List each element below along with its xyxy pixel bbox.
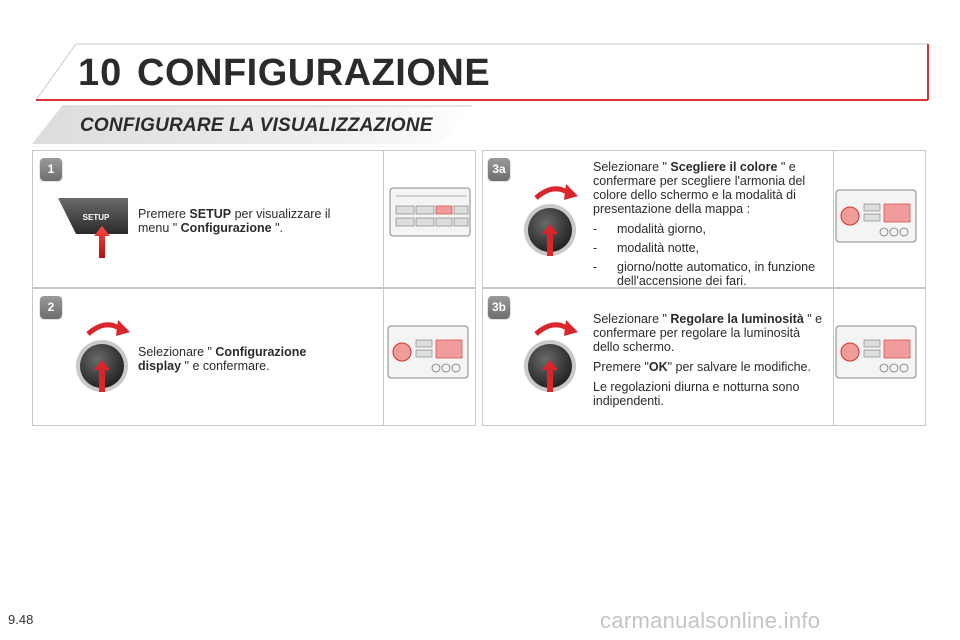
watermark: carmanualsonline.info xyxy=(600,608,821,633)
scegliere-colore-keyword: Scegliere il colore xyxy=(670,160,778,174)
regolare-luminosita-keyword: Regolare la luminosità xyxy=(670,312,804,326)
chapter-number: 10 xyxy=(78,52,123,94)
step-1-text: Premere SETUP per visualizzare il menu " Configurazione ". xyxy=(138,207,331,235)
mode-list xyxy=(593,222,825,288)
setup-keyword: SETUP xyxy=(189,207,232,221)
step-badge-3a: 3a xyxy=(488,158,510,180)
radio-panel-illustration-1 xyxy=(386,184,476,254)
setup-button-label: SETUP xyxy=(82,213,110,222)
rotary-knob-illustration-3b xyxy=(518,312,598,412)
step-badge-2: 2 xyxy=(40,296,62,318)
step-2-text: Selezionare " Configurazione display " e confermare. xyxy=(138,345,307,373)
configurazione-keyword: Configurazione xyxy=(180,221,272,235)
step-badge-3b: 3b xyxy=(488,296,510,318)
step-badge-1: 1 xyxy=(40,158,62,180)
ok-keyword: OK xyxy=(648,360,668,374)
radio-panel-illustration-2 xyxy=(384,322,474,392)
chapter-title: CONFIGURAZIONE xyxy=(137,52,491,94)
rotary-knob-illustration-3a xyxy=(518,176,598,276)
radio-panel-illustration-3a xyxy=(832,186,922,256)
step-3a-text: Selezionare " Scegliere il colore " e confermare per scegliere l'armonia del colore dello schermo e la modalità di presentazione della mappa : - modalità giorno, - modalità notte, - giorno/notte automatico, in funzione dell'accensione dei fari. xyxy=(593,160,825,293)
section-title: CONFIGURARE LA VISUALIZZAZIONE xyxy=(80,115,433,136)
list-item: - modalità notte, xyxy=(593,241,825,255)
list-item: - giorno/notte automatico, in funzione dell'accensione dei fari. xyxy=(593,260,825,288)
independent-settings-note: Le regolazioni diurna e notturna sono indipendenti. xyxy=(593,380,800,408)
list-item: - modalità giorno, xyxy=(593,222,825,236)
configurazione-display-keyword: Configurazione display xyxy=(138,345,307,373)
radio-panel-illustration-3b xyxy=(832,322,922,392)
page-number: 9.48 xyxy=(8,612,34,627)
step-3b-text: Selezionare " Regolare la luminosità " e confermare per regolare la luminosità dello schermo. Premere "OK" per salvare le modifiche. Le regolazioni diurna e notturna sono indipendenti. xyxy=(593,312,825,414)
